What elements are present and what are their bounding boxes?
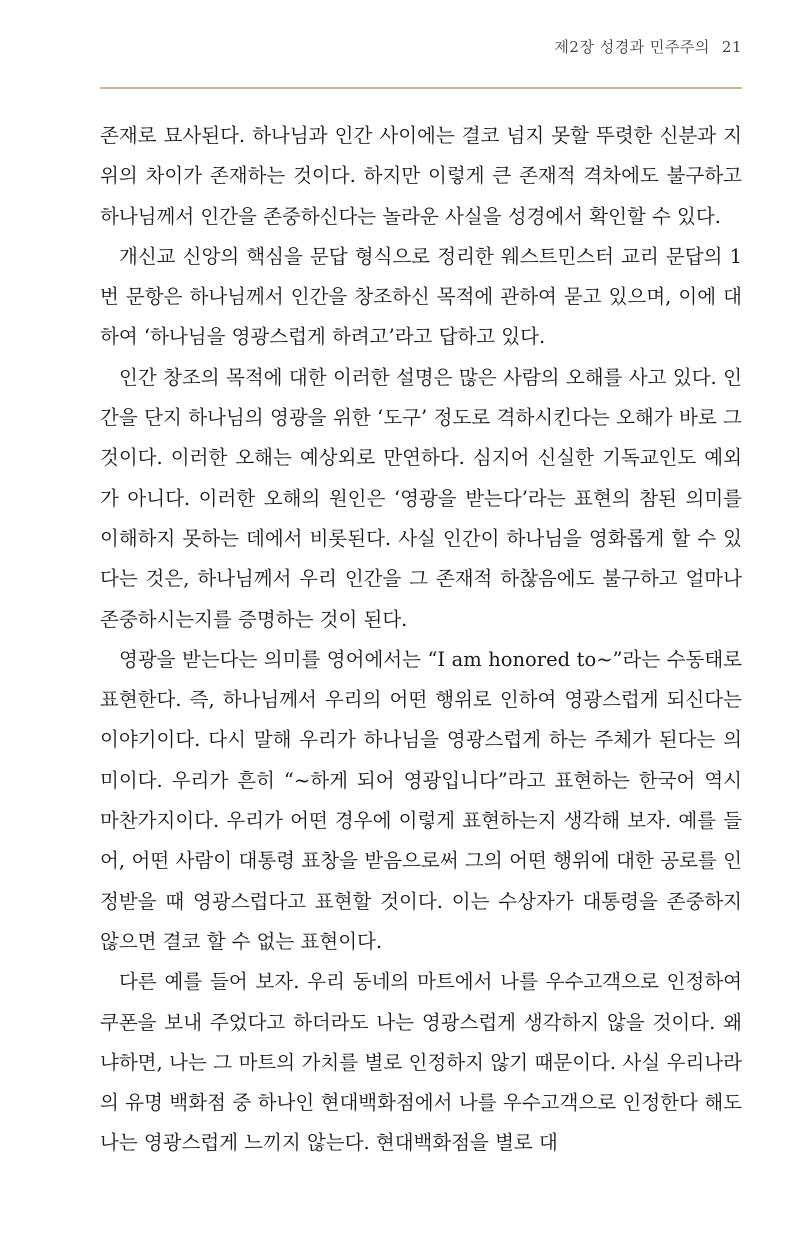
paragraph-5: 다른 예를 들어 보자. 우리 동네의 마트에서 나를 우수고객으로 인정하여 쿠폰을 보내 주었다고 하더라도 나는 영광스럽게 생각하지 않을 것이다. 왜냐하면, 나는 그 마트의 가치를 별로 인정하지 않기 때문이다. 사실 우리나라의 유명 백화점 중 하나인 현대백화점에서 나를 우수고객으로 인정한다 해도 나는 영광스럽게 느끼지 않는다. 현대백화점을 별로 대 [100,970,742,1155]
chapter-title: 제2장 성경과 민주주의 [554,38,710,56]
paragraph-3: 인간 창조의 목적에 대한 이러한 설명은 많은 사람의 오해를 사고 있다. 인간을 단지 하나님의 영광을 위한 ‘도구’ 정도로 격하시킨다는 오해가 바로 그것이다. 이러한 오해는 예상외로 만연하다. 심지어 신실한 기독교인도 예외가 아니다. 이러한 오해의 원인은 ‘영광을 받는다’라는 표현의 참된 의미를 이해하지 못하는 데에서 비롯된다. 사실 인간이 하나님을 영화롭게 할 수 있다는 것은, 하나님께서 우리 인간을 그 존재적 하찮음에도 불구하고 얼마나 존중하시는지를 증명하는 것이 된다. [100,365,742,631]
header-rule [100,87,742,89]
running-head [554,36,742,57]
paragraph-4: 영광을 받는다는 의미를 영어에서는 “I am honored to~”라는 수동태로 표현한다. 즉, 하나님께서 우리의 어떤 행위로 인하여 영광스럽게 되신다는 이야기이다. 다시 말해 우리가 하나님을 영광스럽게 하는 주체가 된다는 의미이다. 우리가 흔히 “~하게 되어 영광입니다”라고 표현하는 한국어 역시 마찬가지이다. 우리가 어떤 경우에 이렇게 표현하는지 생각해 보자. 예를 들어, 어떤 사람이 대통령 표창을 받음으로써 그의 어떤 행위에 대한 공로를 인정받을 때 영광스럽다고 표현할 것이다. 이는 수상자가 대통령을 존중하지 않으면 결코 할 수 없는 표현이다. [100,647,742,953]
body-text [100,116,742,1164]
paragraph-1: 존재로 묘사된다. 하나님과 인간 사이에는 결코 넘지 못할 뚜렷한 신분과 지위의 차이가 존재하는 것이다. 하지만 이렇게 큰 존재적 격차에도 불구하고 하나님께서 인간을 존중하신다는 놀라운 사실을 성경에서 확인할 수 있다. [100,124,742,228]
paragraph-2: 개신교 신앙의 핵심을 문답 형식으로 정리한 웨스트민스터 교리 문답의 1번 문항은 하나님께서 인간을 창조하신 목적에 관하여 묻고 있으며, 이에 대하여 ‘하나님을 영광스럽게 하려고’라고 답하고 있다. [100,244,742,349]
page-number: 21 [721,38,742,56]
